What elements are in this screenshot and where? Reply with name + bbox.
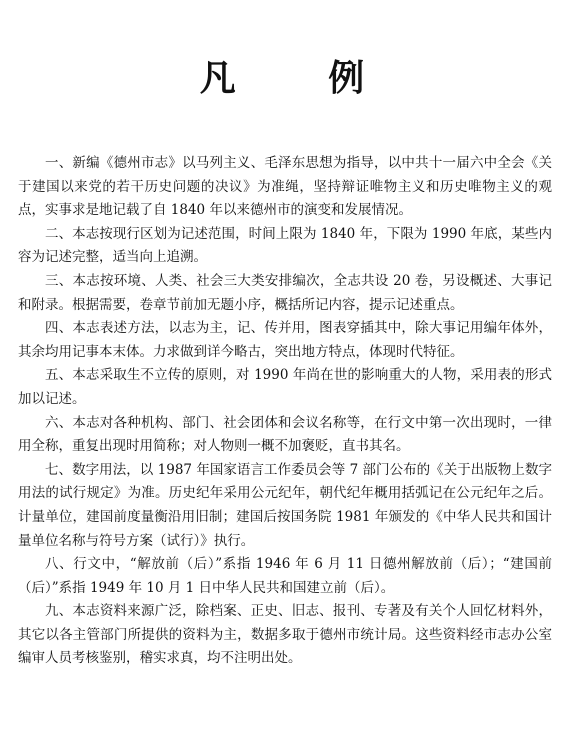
rule-paragraph-2: 二、本志按现行区划为记述范围，时间上限为 1840 年，下限为 1990 年底，某些内容为记述完整，适当向上追溯。 xyxy=(18,225,552,266)
rule-paragraph-8: 八、行文中，“解放前（后）”系指 1946 年 6 月 11 日德州解放前（后）；“建国前（后）”系指 1949 年 10 月 1 日中华人民共和国建立前（后）。 xyxy=(18,556,552,596)
page-title: 凡 例 xyxy=(199,57,405,99)
rule-paragraph-3: 三、本志按环境、人类、社会三大类安排编次，全志共设 20 卷，另设概述、大事记和附录。根据需要，卷章节前加无题小序，概括所记内容，提示记述重点。 xyxy=(18,272,552,313)
rule-paragraph-9: 九、本志资料来源广泛，除档案、正史、旧志、报刊、专著及有关个人回忆材料外，其它以各主管部门所提供的资料为主，数据多取于德州市统计局。这些资料经市志办公室编审人员考核鉴别，稽实求真，均不注明出处。 xyxy=(18,603,552,667)
rule-paragraph-5: 五、本志采取生不立传的原则，对 1990 年尚在世的影响重大的人物，采用表的形式加以记述。 xyxy=(18,367,552,407)
document-body xyxy=(18,152,552,671)
rule-paragraph-4: 四、本志表述方法，以志为主，记、传并用，图表穿插其中，除大事记用编年体外，其余均用记事本末体。力求做到详今略古，突出地方特点，体现时代特征。 xyxy=(18,320,552,360)
rule-paragraph-6: 六、本志对各种机构、部门、社会团体和会议名称等，在行文中第一次出现时，一律用全称，重复出现时用简称；对人物则一概不加褒贬，直书其名。 xyxy=(18,414,552,455)
rule-paragraph-1: 一、新编《德州市志》以马列主义、毛泽东思想为指导，以中共十一届六中全会《关于建国以来党的若干历史问题的决议》为准绳，坚持辩证唯物主义和历史唯物主义的观点，实事求是地记载了自 1840 年以来德州市的演变和发展情况。 xyxy=(18,155,552,219)
rule-paragraph-7: 七、数字用法，以 1987 年国家语言工作委员会等 7 部门公布的《关于出版物上数字用法的试行规定》为准。历史纪年采用公元纪年，朝代纪年概用括弧记在公元纪年之后。计量单位，建国前度量衡沿用旧制；建国后按国务院 1981 年颁发的《中华人民共和国计量单位名称与符号方案（试行）》执行。 xyxy=(18,461,552,549)
